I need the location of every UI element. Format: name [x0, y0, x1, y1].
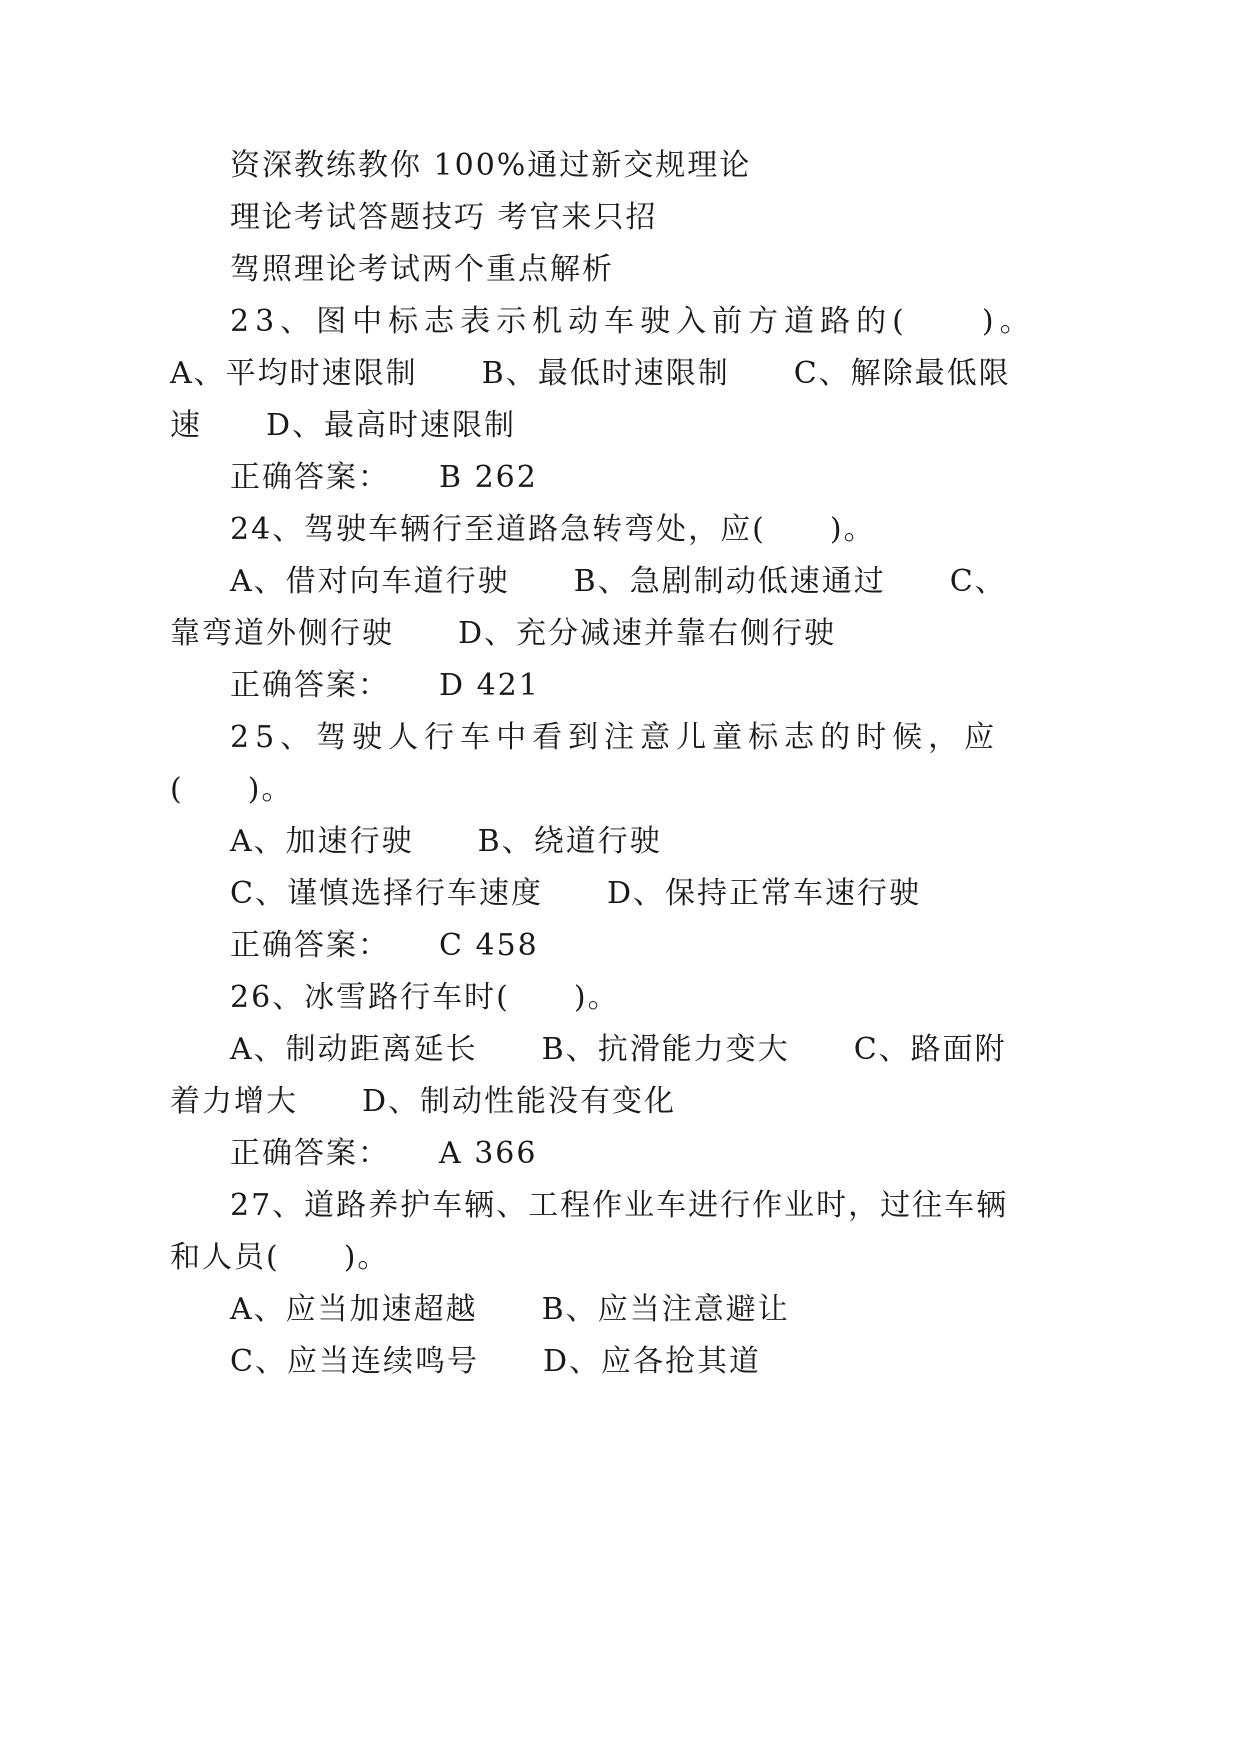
q23-options-line-2: 速 D、最高时速限制	[170, 408, 517, 443]
q25-options-line-1: A、加速行驶 B、绕道行驶	[230, 824, 662, 859]
q26-answer: 正确答案： A 366	[230, 1136, 538, 1171]
q27-question-line-1: 27、道路养护车辆、工程作业车进行作业时，过往车辆	[230, 1188, 1009, 1223]
header-link-3[interactable]: 驾照理论考试两个重点解析	[230, 252, 614, 287]
q24-options-line-2: 靠弯道外侧行驶 D、充分减速并靠右侧行驶	[170, 616, 837, 651]
q23-question: 23、图中标志表示机动车驶入前方道路的( )。	[230, 304, 1036, 339]
q24-options-line-1: A、借对向车道行驶 B、急剧制动低速通过 C、	[230, 564, 1007, 599]
q26-options-line-2: 着力增大 D、制动性能没有变化	[170, 1084, 677, 1119]
q27-options-line-1: A、应当加速超越 B、应当注意避让	[230, 1292, 790, 1327]
q23-answer: 正确答案： B 262	[230, 460, 538, 495]
header-link-1[interactable]: 资深教练教你 100%通过新交规理论	[230, 148, 752, 183]
q26-question: 26、冰雪路行车时( )。	[230, 980, 620, 1015]
q27-options-line-2: C、应当连续鸣号 D、应各抢其道	[230, 1344, 762, 1379]
q25-answer: 正确答案： C 458	[230, 928, 539, 963]
q24-answer: 正确答案： D 421	[230, 668, 540, 703]
q25-question-line-1: 25、驾驶人行车中看到注意儿童标志的时候，应	[230, 720, 1001, 755]
q24-question: 24、驾驶车辆行至道路急转弯处，应( )。	[230, 512, 876, 547]
q23-options-line-1: A、平均时速限制 B、最低时速限制 C、解除最低限	[170, 356, 1011, 391]
q27-question-line-2: 和人员( )。	[170, 1240, 390, 1275]
q25-question-line-2: ( )。	[170, 772, 294, 807]
q26-options-line-1: A、制动距离延长 B、抗滑能力变大 C、路面附	[230, 1032, 1007, 1067]
q25-options-line-2: C、谨慎选择行车速度 D、保持正常车速行驶	[230, 876, 922, 911]
header-link-2[interactable]: 理论考试答题技巧 考官来只招	[230, 200, 658, 235]
